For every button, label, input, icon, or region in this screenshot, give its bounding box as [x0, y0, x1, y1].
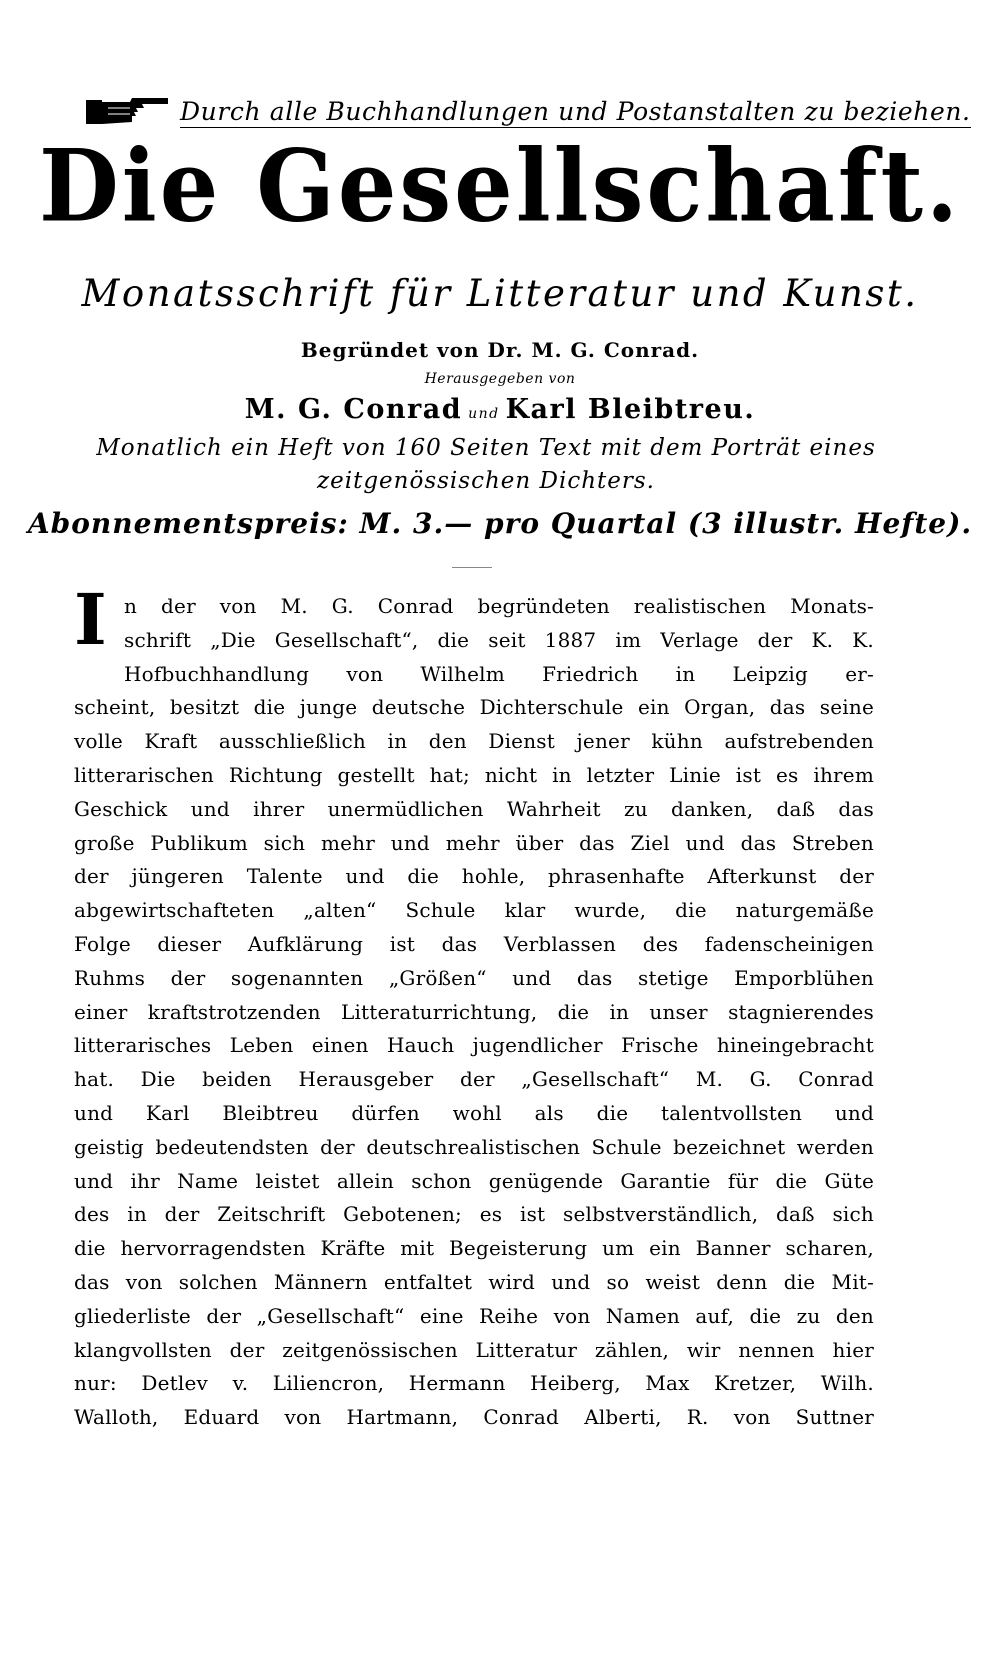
body-line: das von solchen Männern entfaltet wird und so weist denn die Mit- [74, 1269, 874, 1294]
body-line: Walloth, Eduard von Hartmann, Conrad Alberti, R. von Suttner [74, 1405, 874, 1430]
distribution-note: Durch alle Buchhandlungen und Postanstalten zu beziehen. [180, 97, 971, 126]
body-line: n der von M. G. Conrad begründeten realistischen Monats- [124, 594, 874, 618]
body-line: gliederliste der „Gesellschaft“ eine Reihe von Namen auf, die zu den [74, 1303, 874, 1328]
body-line: litterarischen Richtung gestellt hat; nicht in letzter Linie ist es ihrem [74, 762, 874, 787]
body-line: Geschick und ihrer unermüdlichen Wahrheit zu danken, daß das [74, 796, 874, 821]
editor-2: Karl Bleibtreu. [505, 394, 756, 425]
body-line: abgewirtschafteten „alten“ Schule klar wurde, die naturgemäße [74, 898, 874, 923]
body-line: Ruhms der sogenannten „Größen“ und das stetige Emporblühen [74, 965, 874, 990]
body-line: Hofbuchhandlung von Wilhelm Friedrich in Leipzig er- [124, 661, 874, 686]
editors-joiner: und [468, 406, 500, 422]
body-line: geistig bedeutendsten der deutschrealistischen Schule bezeichnet werden [74, 1134, 874, 1159]
body-line: große Publikum sich mehr und mehr über das Ziel und das Streben [74, 830, 874, 855]
subscription-price: Abonnementspreis: M. 3.— pro Quartal (3 illustr. Hefte). [27, 507, 973, 540]
body-line: der jüngeren Talente und die hohle, phrasenhafte Afterkunst der [74, 864, 874, 889]
drop-initial: I [74, 578, 107, 661]
journal-title: Die Gesellschaft. [38, 127, 962, 245]
body-line: einer kraftstrotzenden Litteraturrichtung, die in unser stagnierendes [74, 999, 874, 1024]
monthly-line-2: zeitgenössischen Dichters. [317, 468, 655, 494]
body-line: Folge dieser Aufklärung ist das Verblassen des fadenscheinigen [74, 931, 874, 956]
journal-subtitle: Monatsschrift für Litteratur und Kunst. [81, 272, 919, 315]
founded-by-line: Begründet von Dr. M. G. Conrad. [300, 338, 700, 362]
monthly-description [96, 432, 876, 498]
body-line: scheint, besitzt die junge deutsche Dichterschule ein Organ, das seine [74, 695, 874, 720]
body-line: hat. Die beiden Herausgeber der „Gesellschaft“ M. G. Conrad [74, 1067, 874, 1092]
body-line: volle Kraft ausschließlich in den Dienst jener kühn aufstrebenden [74, 729, 874, 754]
body-paragraph [74, 590, 874, 1435]
body-line: schrift „Die Gesellschaft“, die seit 1887 im Verlage der K. K. [124, 627, 874, 652]
divider [452, 567, 492, 568]
body-line: die hervorragendsten Kräfte mit Begeisterung um ein Banner scharen, [74, 1236, 874, 1261]
body-line: nur: Detlev v. Liliencron, Hermann Heiberg, Max Kretzer, Wilh. [74, 1371, 874, 1396]
body-line: und ihr Name leistet allein schon genügende Garantie für die Güte [74, 1168, 874, 1193]
distribution-note-line [86, 88, 971, 128]
pointing-hand-icon [86, 94, 170, 128]
monthly-line-1: Monatlich ein Heft von 160 Seiten Text mit dem Porträt eines [96, 435, 876, 461]
body-line: klangvollsten der zeitgenössischen Litteratur zählen, wir nennen hier [74, 1337, 874, 1362]
body-line: litterarisches Leben einen Hauch jugendlicher Frische hineingebracht [74, 1033, 874, 1058]
editors-label: Herausgegeben von [424, 371, 576, 387]
body-line: und Karl Bleibtreu dürfen wohl als die talentvollsten und [74, 1100, 874, 1125]
body-line: des in der Zeitschrift Gebotenen; es ist selbstverständlich, daß sich [74, 1202, 874, 1227]
editor-1: M. G. Conrad [244, 394, 463, 425]
editors-line [0, 394, 1000, 425]
